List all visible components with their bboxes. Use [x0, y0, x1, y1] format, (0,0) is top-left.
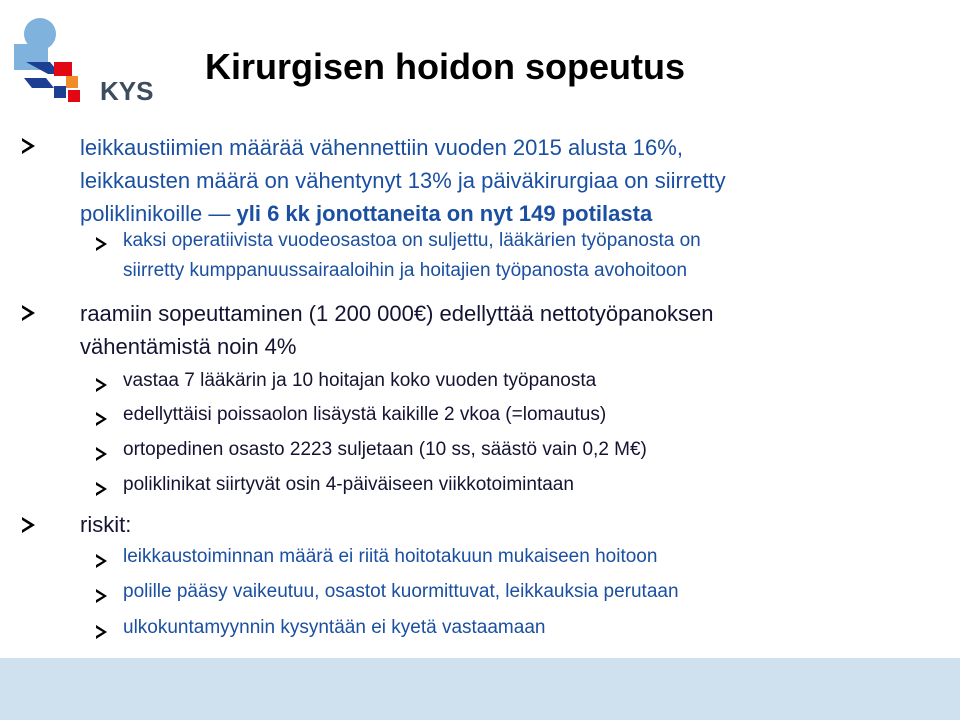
bullet-text: ulkokuntamyynnin kysyntään ei kyetä vastaamaan — [123, 617, 546, 638]
logo-red2-icon — [68, 90, 80, 102]
arrowhead-bullet-icon — [22, 138, 35, 154]
logo-bar3-icon — [54, 86, 66, 98]
kys-logo — [14, 16, 164, 114]
arrowhead-bullet-icon — [96, 412, 107, 426]
bullet-emphasis: yli 6 kk jonottaneita on nyt 149 potilasta — [236, 201, 653, 226]
arrowhead-bullet-icon — [96, 378, 107, 392]
arrowhead-bullet-icon — [96, 482, 107, 496]
arrowhead-bullet-icon — [22, 517, 35, 533]
arrowhead-bullet-icon — [96, 237, 107, 251]
logo-orange-icon — [66, 76, 78, 88]
bullet-line: leikkausten määrä on vähentynyt 13% ja päiväkirurgiaa on siirretty — [80, 168, 726, 193]
bullet-line: kaksi operatiivista vuodeosastoa on suljettu, lääkärien työpanosta on — [123, 230, 701, 251]
bullet-text: polille pääsy vaikeutuu, osastot kuormittuvat, leikkauksia perutaan — [123, 581, 679, 602]
bullet-line: raamiin sopeuttaminen (1 200 000€) edellyttää nettotyöpanoksen — [80, 301, 714, 326]
logo-text: KYS — [100, 76, 154, 106]
arrowhead-bullet-icon — [22, 305, 35, 321]
bullet-text: vastaa 7 lääkärin ja 10 hoitajan koko vuoden työpanosta — [123, 370, 597, 391]
bullet-text: poliklinikat siirtyvät osin 4-päiväiseen viikkotoimintaan — [123, 474, 574, 495]
arrowhead-bullet-icon — [96, 589, 107, 603]
logo-red-icon — [54, 62, 72, 76]
bullet-line-start: poliklinikoille — — [80, 201, 237, 226]
arrowhead-bullet-icon — [96, 554, 107, 568]
bullet-text: riskit: — [80, 512, 132, 537]
bullet-line: vähentämistä noin 4% — [80, 334, 297, 359]
arrowhead-bullet-icon — [96, 447, 107, 461]
bullet-line: leikkaustiimien määrää vähennettiin vuoden 2015 alusta 16%, — [80, 135, 683, 160]
bullet-text: edellyttäisi poissaolon lisäystä kaikille 2 vkoa (=lomautus) — [123, 404, 607, 425]
footer-band — [0, 658, 960, 720]
logo-bar2-icon — [24, 78, 54, 88]
page-title: Kirurgisen hoidon sopeutus — [205, 46, 686, 87]
bullet-line: siirretty kumppanuussairaaloihin ja hoitajien työpanosta avohoitoon — [123, 260, 688, 281]
bullet-text: leikkaustoiminnan määrä ei riitä hoitotakuun mukaiseen hoitoon — [123, 546, 658, 567]
bullet-text: ortopedinen osasto 2223 suljetaan (10 ss, säästö vain 0,2 M€) — [123, 439, 647, 460]
arrowhead-bullet-icon — [96, 625, 107, 639]
